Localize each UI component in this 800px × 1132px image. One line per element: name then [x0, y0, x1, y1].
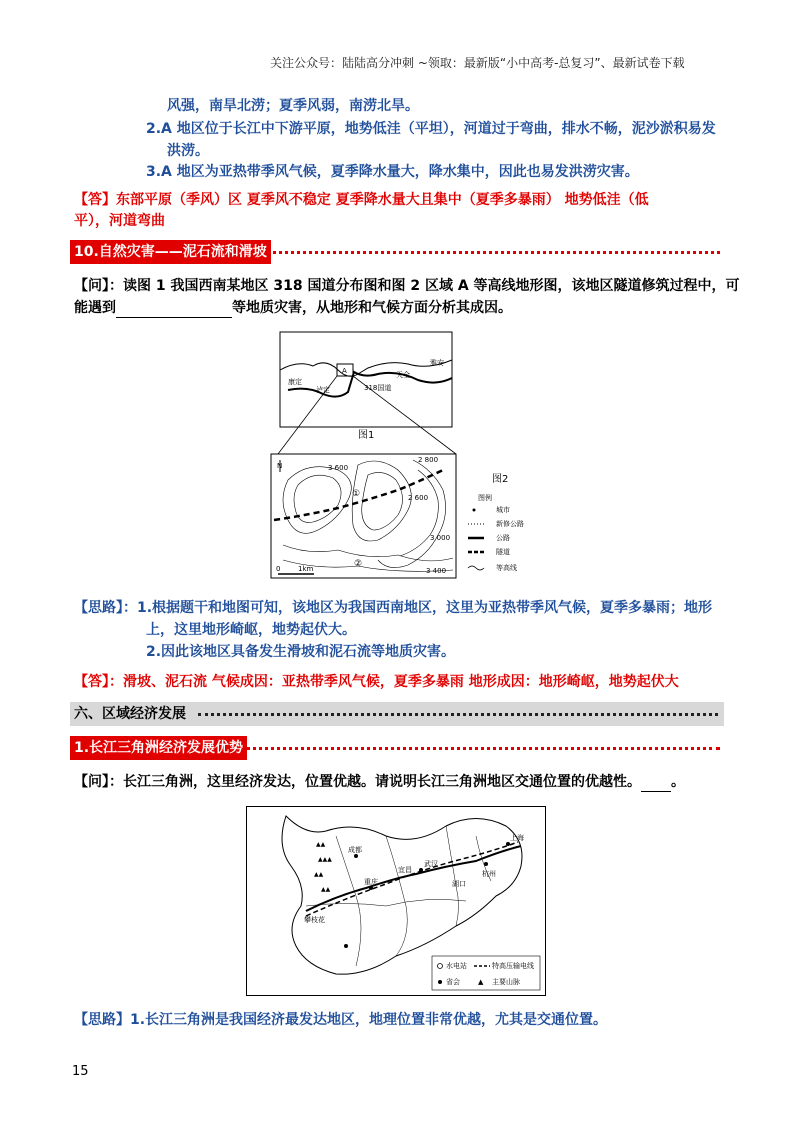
page-number: 15: [72, 1064, 89, 1079]
contour-3600: 3 600: [328, 464, 349, 472]
legend-mountain-icon: ▲: [478, 978, 484, 986]
reason-tail: 风强，南旱北涝；夏季风弱，南涝北旱。: [167, 98, 419, 114]
yangtze-map: [246, 806, 546, 996]
contour-2600: 2 600: [408, 494, 429, 502]
legend-contour: 等高线: [496, 564, 517, 572]
question-1-end: 。: [671, 774, 685, 790]
marker-1: ①: [352, 489, 361, 499]
section-1-dotted-rule: [246, 747, 720, 750]
legend-capital: 省会: [446, 978, 460, 986]
city-dot-south: [344, 944, 348, 948]
section-1-heading: [70, 736, 724, 760]
reason-2b: 洪涝。: [167, 143, 209, 159]
answer-10: 【答】：滑坡、泥石流 气候成因：亚热带季风气候，夏季多暴雨 地形成因：地形崎岖，地势起伏大: [74, 674, 679, 690]
answer-blank[interactable]: [116, 303, 232, 318]
city-dot-chengdu: [354, 854, 358, 858]
svg-text:▲▲: ▲▲: [321, 886, 331, 893]
question-1-blank[interactable]: [641, 777, 671, 792]
page-header: 关注公众号：陆陆高分冲刺 ~领取：最新版“小中高考-总复习”、最新试卷下载: [270, 56, 685, 70]
label-wuhan: 武汉: [424, 860, 438, 868]
question-1: [74, 772, 685, 792]
label-shanghai: 上海: [510, 834, 524, 842]
legend-line: 特高压输电线: [492, 962, 534, 970]
figure1-box-label: A: [342, 367, 347, 375]
answer-9b: 平），河道弯曲: [74, 213, 165, 229]
legend-tunnel: 隧道: [496, 548, 510, 556]
reason-3: 3.A 地区为亚热带季风气候，夏季降水量大，降水集中，因此也易发洪涝灾害。: [146, 164, 639, 180]
contour-3000: 3 000: [430, 534, 451, 542]
place-kangding: 康定: [288, 378, 302, 386]
section-1-title: 1.长江三角洲经济发展优势: [70, 736, 247, 760]
legend-city-icon: [473, 509, 476, 512]
thinking-10b: 上，这里地形崎岖，地势起伏大。: [146, 622, 356, 638]
legend-newroad: 新修公路: [496, 520, 524, 528]
legend-road: 公路: [496, 534, 510, 542]
question-10a: 【问】：读图 1 我国西南某地区 318 国道分布图和图 2 区域 A 等高线地形图，该地区隧道修筑过程中，可: [74, 278, 740, 294]
figure2-caption: 图2: [492, 474, 509, 485]
city-dot-hangzhou: [484, 862, 488, 866]
scale-label: 1km: [298, 565, 314, 573]
figure-10: [268, 330, 548, 582]
scale-zero: 0: [276, 565, 281, 573]
dotted-rule: [266, 251, 720, 254]
city-dot-wuhan: [419, 868, 423, 872]
svg-text:▲▲▲: ▲▲▲: [318, 856, 332, 863]
place-yaan: 雅安: [430, 359, 444, 367]
section-10-heading: [70, 240, 724, 264]
svg-text:▲▲: ▲▲: [314, 871, 324, 878]
legend-hydro: 水电站: [446, 962, 467, 970]
section-10-title: 10.自然灾害——泥石流和滑坡: [70, 240, 271, 264]
city-dot-shanghai: [506, 842, 510, 846]
road-label: 318国道: [364, 384, 392, 392]
reason-2a: 2.A 地区位于长江中下游平原，地势低洼（平坦），河道过于弯曲，排水不畅，泥沙淤积易发: [146, 121, 716, 137]
question-1-text: 【问】：长江三角洲，这里经济发达，位置优越。请说明长江三角洲地区交通位置的优越性。: [74, 774, 641, 790]
place-tianquan: 天全: [396, 371, 410, 379]
label-hangzhou: 杭州: [482, 870, 496, 878]
part-6-heading: [70, 702, 724, 726]
label-yichang: 宜昌: [398, 866, 412, 874]
label-chongqing: 重庆: [364, 878, 378, 886]
place-luding: 泸定: [316, 386, 330, 394]
question-10b-pre: 能遇到: [74, 300, 116, 316]
part-6-dotted-rule: [198, 713, 718, 716]
legend-contour-icon: [468, 566, 484, 570]
north-label: N: [277, 462, 283, 470]
svg-text:▲▲: ▲▲: [316, 841, 326, 848]
legend-title: 图例: [478, 494, 492, 502]
answer-9a: 【答】东部平原（季风）区 夏季风不稳定 夏季降水量大且集中（夏季多暴雨） 地势低洼（低: [74, 192, 649, 208]
marker-2: ②: [354, 559, 363, 569]
contour-2800: 2 800: [418, 456, 439, 464]
thinking-10c: 2.因此该地区具备发生滑坡和泥石流等地质灾害。: [146, 644, 456, 660]
part-6-title: 六、区域经济发展: [74, 706, 186, 722]
legend-capital-icon: [438, 980, 442, 984]
city-dot-chongqing: [369, 886, 373, 890]
label-hukou: 湖口: [452, 880, 466, 888]
figure1-frame: [280, 332, 452, 427]
question-10b-post: 等地质灾害，从地形和气候方面分析其成因。: [232, 300, 512, 316]
contour-3400: 3 400: [426, 567, 447, 575]
label-panzhihua: 攀枝花: [304, 916, 325, 924]
label-chengdu: 成都: [348, 846, 362, 854]
legend-city: 城市: [496, 506, 510, 514]
legend-mountain: 主要山脉: [492, 978, 520, 986]
question-10b: [74, 298, 512, 318]
figure1-caption: 图1: [358, 430, 375, 441]
thinking-10a: 【思路】：1.根据题干和地图可知，该地区为我国西南地区，这里为亚热带季风气候，夏季多暴雨；地形: [74, 600, 713, 616]
thinking-1: 【思路】1.长江三角洲是我国经济最发达地区，地理位置非常优越，尤其是交通位置。: [74, 1012, 608, 1028]
